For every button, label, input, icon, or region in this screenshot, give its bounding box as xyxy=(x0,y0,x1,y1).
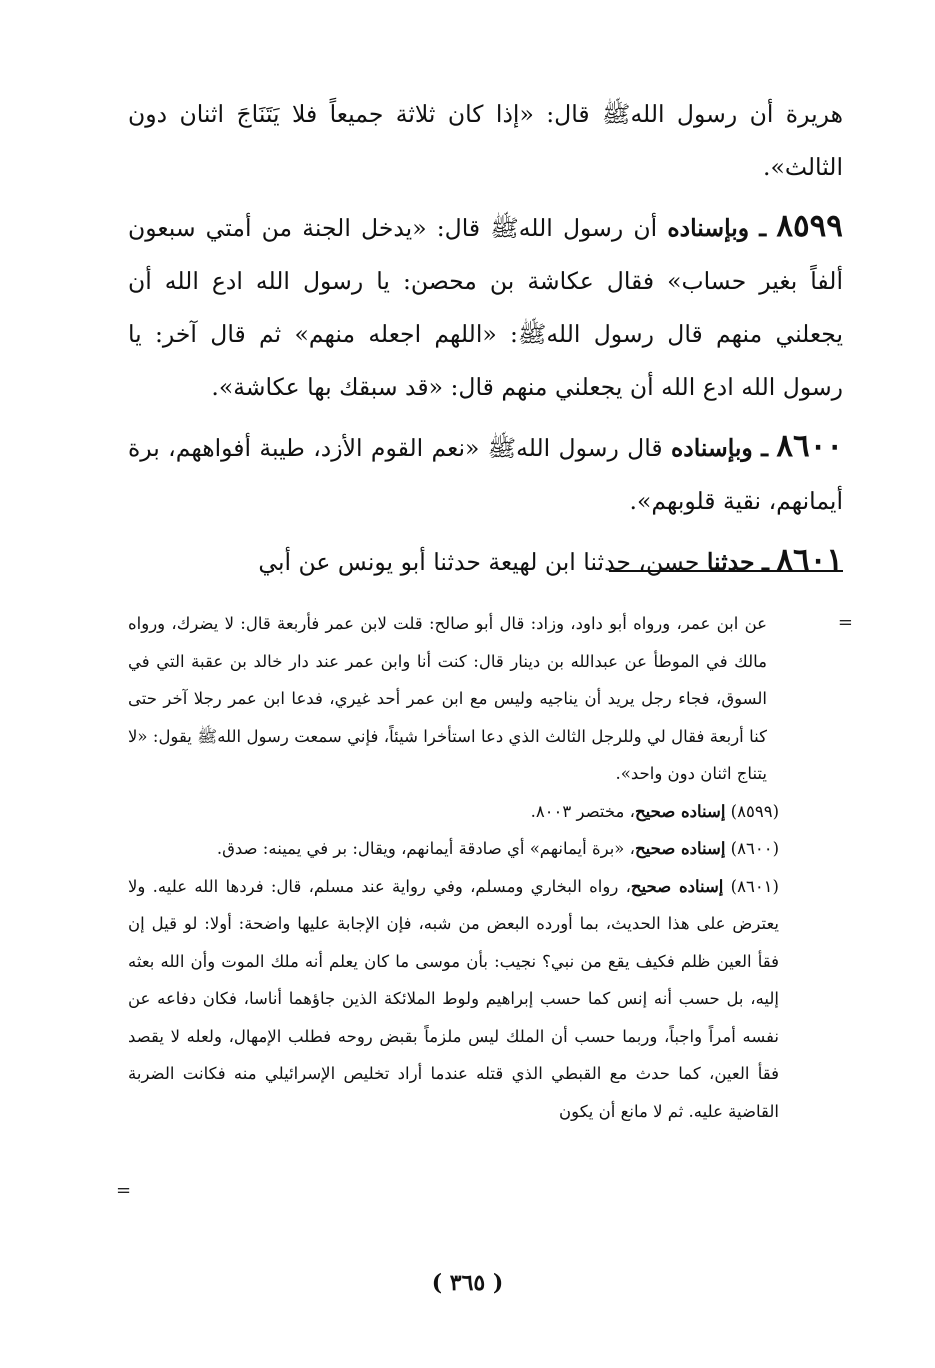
hadith-dash: ـ xyxy=(759,214,767,242)
hadith-lead-word: وبإسناده xyxy=(671,434,753,462)
footnote-8601 xyxy=(128,868,779,1131)
footnote-grade: إسناده صحيح xyxy=(630,876,724,896)
footnote-text: ، مختصر ٨٠٠٣. xyxy=(530,801,635,821)
hadith-lead-word: وبإسناده xyxy=(667,214,750,242)
footnote-grade: إسناده صحيح xyxy=(634,801,726,821)
footnote-continued: عن ابن عمر، ورواه أبو داود، وزاد: قال أبو صالح: قلت لابن عمر فأربعة قال: لا يضرك، ورواه مالك في الموطأ عن عبدالله بن دينار قال: كنت أنا وابن عمر عند دار خالد بن عقبة التي في السوق، فجاء رجل يريد أن يناجيه وليس مع ابن عمر أحد غيري، فدعا ابن عمر رجلا آخر حتى كنا أربعة فقال لي وللرجل الثالث الذي دعا استأخرا شيئاً، فإني سمعت رسول اللهﷺ يقول: «لا يتناج اثنان دون واحد». xyxy=(128,614,767,783)
footnotes xyxy=(128,605,779,1130)
footnote-ref: (٨٥٩٩) xyxy=(730,801,779,821)
hadith-dash: ـ xyxy=(761,434,769,462)
hadith-text: قال رسول اللهﷺ «نعم القوم الأزد، طيبة أفواههم، برة أيمانهم، نقية قلوبهم». xyxy=(128,434,843,515)
main-text xyxy=(128,88,843,589)
page-number: ( ٣٦٥ ) xyxy=(431,1270,504,1296)
paragraph-continuation: هريرة أن رسول اللهﷺ قال: «إذا كان ثلاثة جميعاً فلا يَتَنَاجَ اثنان دون الثالث». xyxy=(128,100,843,181)
footnote-continued-mark: = xyxy=(837,612,853,633)
hadith-8601 xyxy=(128,534,843,589)
hadith-text: أن رسول اللهﷺ قال: «يدخل الجنة من أمتي سبعون ألفاً بغير حساب» فقال عكاشة بن محصن: يا رسول الله ادع الله أن يجعلني منهم قال رسول اللهﷺ: «اللهم اجعله منهم» ثم قال آخر: يا رسول الله ادع الله أن يجعلني منهم قال: «قد سبقك بها عكاشة». xyxy=(128,214,843,401)
hadith-number: ٨٦٠٠ xyxy=(776,428,843,464)
hadith-text: حسن، حدثنا ابن لهيعة حدثنا أبو يونس عن أبي xyxy=(258,548,700,576)
hadith-number: ٨٦٠١ xyxy=(776,542,843,578)
footnote-text: ، «برة أيمانهم» أي صادقة أيمانهم، ويقال: بر في يمينه: صدق. xyxy=(216,839,635,858)
footnote-8600 xyxy=(128,830,779,868)
footnote-continues-mark: = xyxy=(116,1180,132,1201)
hadith-lead-word: حدثنا xyxy=(706,548,755,576)
footnote-grade: إسناده صحيح xyxy=(634,839,726,858)
footnote-8599 xyxy=(128,793,779,831)
footnote-ref: (٨٦٠٠) xyxy=(730,839,779,858)
hadith-number: ٨٥٩٩ xyxy=(776,208,843,244)
hadith-dash: ـ xyxy=(762,548,769,576)
footnote-separator xyxy=(609,570,843,572)
hadith-8599 xyxy=(128,200,843,414)
footnote-ref: (٨٦٠١) xyxy=(730,876,779,896)
footnote-text: ، رواه البخاري ومسلم، وفي رواية عند مسلم، قال: فردها الله عليه. ولا يعترض على هذا الحديث، بما أورده البعض من شبه، فإن الإجابة عليها واضحة: أولا: لو قيل إن فقأ العين ظلم فكيف يقع من نبي؟ نجيب: بأن موسى ما كان يعلم أنه ملك الموت وأن الله بعثه إليه، بل حسب أنه إنس كما حسب إبراهيم ولوط الملائكة الذين جاؤهما أناسا، فكان دفاعه عن نفسه أمراً واجباً، وربما حسب أن الملك ليس ملزماً بقبض روحه فطلب الإمهال، ولعله لا يقصد فقأ العين، كما حدث مع القبطي الذي قتله عندما أراد تخليص الإسرائيلي منه فكانت الضربة القاضية عليه. ثم لا مانع أن يكون xyxy=(128,876,779,1121)
hadith-8600 xyxy=(128,420,843,528)
